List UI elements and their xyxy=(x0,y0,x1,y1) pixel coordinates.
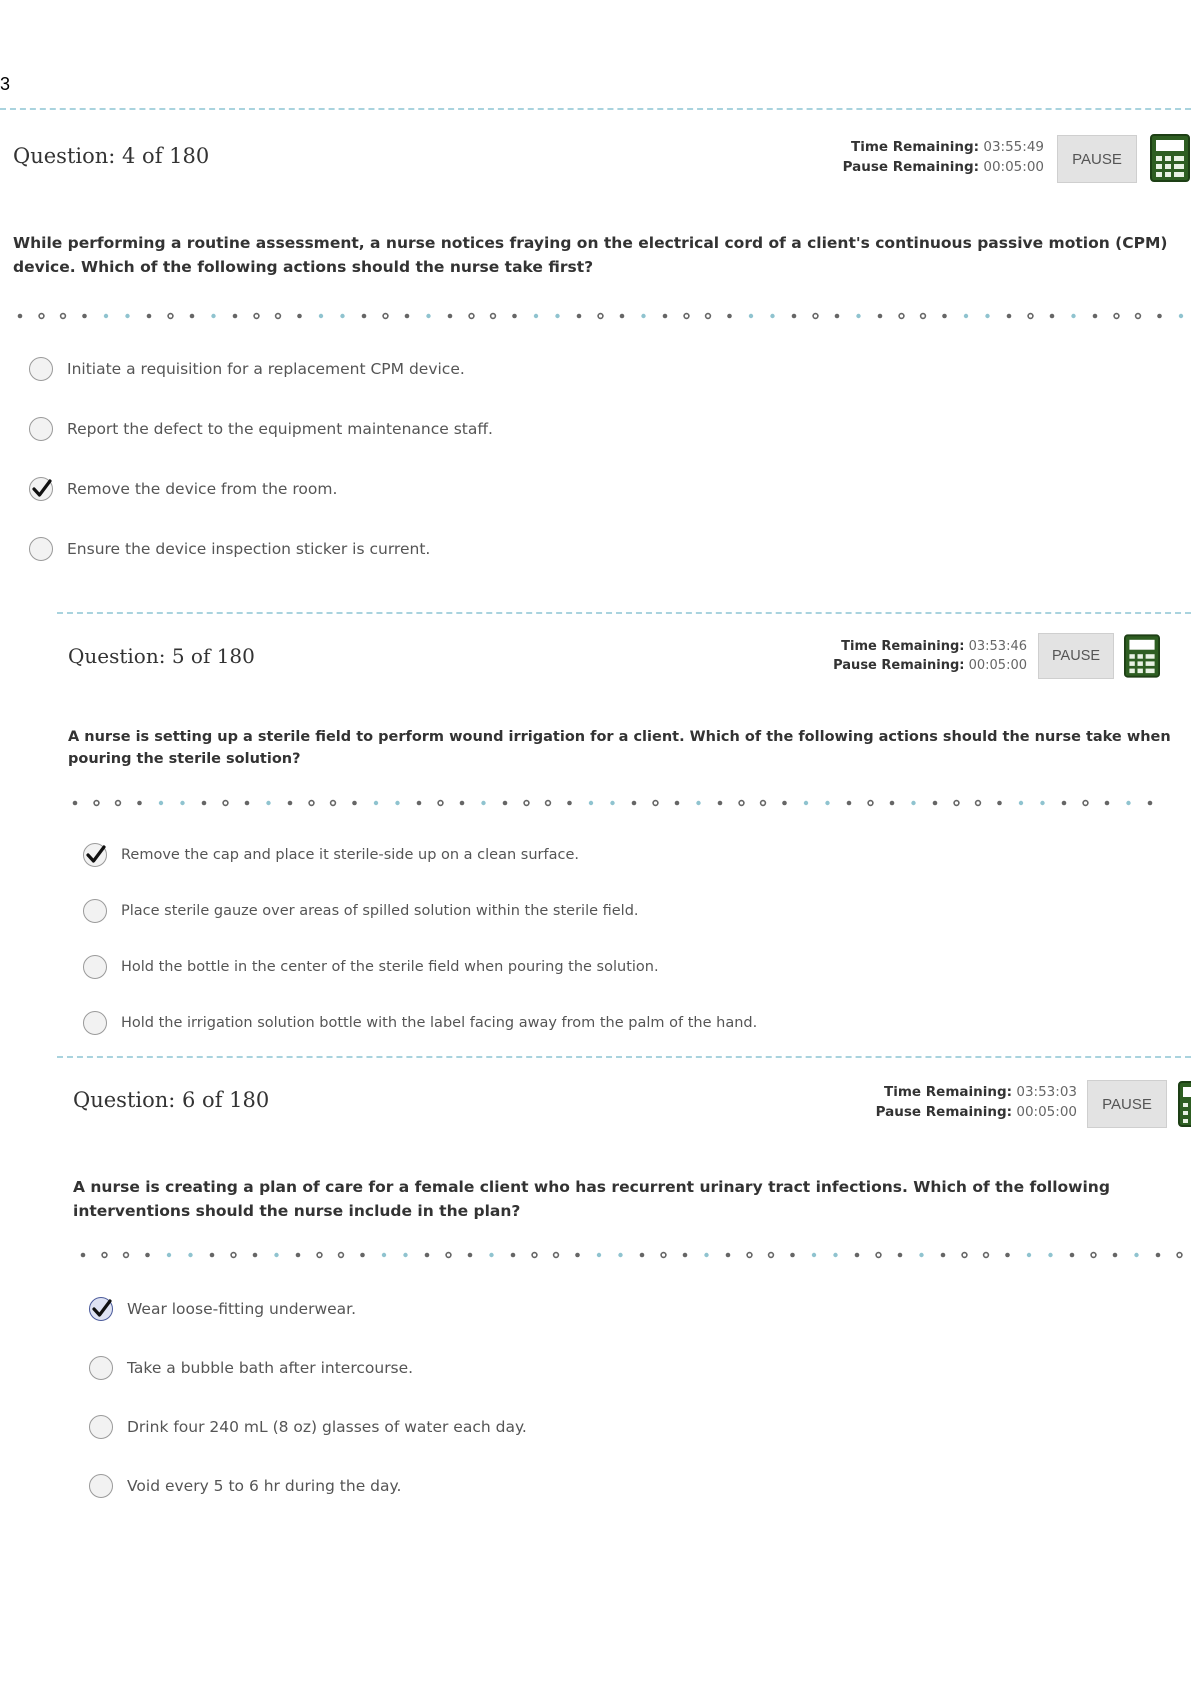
separator-dot xyxy=(18,314,23,319)
separator-dot xyxy=(374,801,378,805)
calculator-icon[interactable] xyxy=(1150,134,1190,182)
separator-dot xyxy=(403,1253,407,1257)
separator-dot xyxy=(739,801,744,806)
separator-dot xyxy=(102,1253,107,1258)
pause-remaining-value: 00:05:00 xyxy=(983,159,1044,175)
separator-dot xyxy=(460,801,465,806)
separator-dot xyxy=(598,314,603,319)
time-remaining-label: Time Remaining: xyxy=(841,639,965,654)
separator-dot xyxy=(964,314,968,318)
separator-dot xyxy=(1028,314,1033,319)
separator-dot xyxy=(706,314,711,319)
separator-dot xyxy=(446,1253,451,1258)
separator-dot xyxy=(1179,314,1183,318)
option-text: Ensure the device inspection sticker is current. xyxy=(67,540,431,558)
option-text: Hold the bottle in the center of the sterile field when pouring the solution. xyxy=(121,959,659,975)
separator-dot xyxy=(1177,1253,1182,1258)
separator-dot xyxy=(167,1253,171,1257)
answer-option[interactable] xyxy=(83,955,659,979)
separator-dot xyxy=(620,314,625,319)
separator-dot xyxy=(962,1253,967,1258)
separator-dot xyxy=(954,801,959,806)
separator-dot xyxy=(833,1253,837,1257)
separator-dot xyxy=(223,801,228,806)
question-stem: While performing a routine assessment, a nurse notices fraying on the electrical cord of a client's continuous passive motion (CPM) device. Which of the following actions should the nurse take first? xyxy=(13,234,1168,276)
separator-dot xyxy=(747,1253,752,1258)
separator-dot xyxy=(73,801,78,806)
separator-dot xyxy=(512,314,517,319)
separator-dot xyxy=(438,801,443,806)
option-text: Void every 5 to 6 hr during the day. xyxy=(127,1477,402,1495)
separator-dot xyxy=(898,1253,903,1258)
separator-dot xyxy=(448,314,453,319)
dotted-separator xyxy=(70,798,1160,808)
divider xyxy=(0,108,1191,110)
separator-dot xyxy=(383,314,388,319)
answer-option-selected[interactable] xyxy=(83,843,579,867)
separator-dot xyxy=(468,1253,473,1258)
separator-dot xyxy=(405,314,410,319)
separator-dot xyxy=(211,314,215,318)
separator-dot xyxy=(339,1253,344,1258)
separator-dot xyxy=(296,1253,301,1258)
separator-dot xyxy=(125,314,129,318)
check-icon xyxy=(89,1295,115,1321)
separator-dot xyxy=(532,1253,537,1258)
answer-option[interactable] xyxy=(83,1011,757,1035)
separator-dot xyxy=(1093,314,1098,319)
separator-dot xyxy=(825,801,829,805)
separator-dot xyxy=(190,314,195,319)
separator-dot xyxy=(847,801,852,806)
separator-dot xyxy=(997,801,1002,806)
separator-dot xyxy=(575,1253,580,1258)
timer-panel xyxy=(843,137,1044,177)
separator-dot xyxy=(210,1253,215,1258)
time-remaining-value: 03:53:46 xyxy=(968,639,1027,654)
separator-dot xyxy=(124,1253,129,1258)
timer-panel xyxy=(876,1082,1077,1122)
separator-dot xyxy=(331,801,336,806)
pause-button[interactable]: PAUSE xyxy=(1038,633,1114,679)
separator-dot xyxy=(876,1253,881,1258)
separator-dot xyxy=(1005,1253,1010,1258)
separator-dot xyxy=(868,801,873,806)
separator-dot xyxy=(1134,1253,1138,1257)
separator-dot xyxy=(503,801,508,806)
question-title: Question: 6 of 180 xyxy=(73,1088,270,1112)
calculator-icon[interactable] xyxy=(1178,1081,1191,1127)
separator-dot xyxy=(511,1253,516,1258)
radio-button-checked[interactable] xyxy=(29,477,53,501)
separator-dot xyxy=(288,801,293,806)
separator-dot xyxy=(82,314,87,319)
separator-dot xyxy=(231,1253,236,1258)
separator-dot xyxy=(417,801,422,806)
option-text: Take a bubble bath after intercourse. xyxy=(127,1359,414,1377)
question-title: Question: 5 of 180 xyxy=(68,644,255,668)
separator-dot xyxy=(749,314,753,318)
separator-dot xyxy=(202,801,207,806)
separator-dot xyxy=(718,801,723,806)
pause-remaining-value: 00:05:00 xyxy=(968,658,1027,673)
separator-dot xyxy=(39,314,44,319)
radio-button[interactable] xyxy=(29,417,53,441)
separator-dot xyxy=(812,1253,816,1257)
separator-dot xyxy=(116,801,121,806)
answer-option[interactable] xyxy=(83,899,639,923)
separator-dot xyxy=(145,1253,150,1258)
separator-dot xyxy=(524,801,529,806)
separator-dot xyxy=(319,314,323,318)
separator-dot xyxy=(835,314,840,319)
dotted-separator xyxy=(15,311,1185,321)
separator-dot xyxy=(577,314,582,319)
check-icon xyxy=(83,841,109,867)
separator-dot xyxy=(921,314,926,319)
separator-dot xyxy=(188,1253,192,1257)
separator-dot xyxy=(489,1253,493,1257)
separator-dot xyxy=(985,314,989,318)
question-stem: A nurse is setting up a sterile field to perform wound irrigation for a client. Which of the following actions should the nurse take when pouring the sterile solution? xyxy=(68,729,1171,767)
separator-dot xyxy=(1040,801,1044,805)
radio-button-checked[interactable] xyxy=(83,843,107,867)
calculator-icon[interactable] xyxy=(1124,633,1160,679)
separator-dot xyxy=(137,801,142,806)
separator-dot xyxy=(640,1253,645,1258)
separator-dot xyxy=(546,801,551,806)
question-title: Question: 4 of 180 xyxy=(13,144,210,168)
separator-dot xyxy=(276,314,281,319)
separator-dot xyxy=(792,314,797,319)
separator-dot xyxy=(984,1253,989,1258)
separator-dot xyxy=(245,801,250,806)
separator-dot xyxy=(254,314,259,319)
radio-button[interactable] xyxy=(83,899,107,923)
separator-dot xyxy=(266,801,270,805)
check-icon xyxy=(29,475,55,501)
separator-dot xyxy=(1091,1253,1096,1258)
separator-dot xyxy=(159,801,163,805)
separator-dot xyxy=(933,801,938,806)
separator-dot xyxy=(878,314,883,319)
question-stem: A nurse is creating a plan of care for a female client who has recurrent urinary tract infections. Which of the following interventions should the nurse include in the plan? xyxy=(73,1178,1110,1220)
answer-option[interactable] xyxy=(29,417,493,441)
separator-dot xyxy=(168,314,173,319)
separator-dot xyxy=(362,314,367,319)
separator-dot xyxy=(942,314,947,319)
divider xyxy=(57,612,1191,614)
separator-dot xyxy=(340,314,344,318)
option-text: Drink four 240 mL (8 oz) glasses of water each day. xyxy=(127,1418,527,1436)
separator-dot xyxy=(104,314,108,318)
separator-dot xyxy=(770,314,774,318)
separator-dot xyxy=(1062,801,1067,806)
answer-option[interactable] xyxy=(89,1415,527,1439)
separator-dot xyxy=(425,1253,430,1258)
separator-dot xyxy=(481,801,485,805)
separator-dot xyxy=(804,801,808,805)
separator-dot xyxy=(1136,314,1141,319)
separator-dot xyxy=(632,801,637,806)
time-remaining-label: Time Remaining: xyxy=(851,139,980,155)
separator-dot xyxy=(761,801,766,806)
separator-dot xyxy=(94,801,99,806)
option-text: Initiate a requisition for a replacement CPM device. xyxy=(67,360,465,378)
separator-dot xyxy=(1019,801,1023,805)
pause-remaining-value: 00:05:00 xyxy=(1016,1104,1077,1120)
separator-dot xyxy=(81,1253,86,1258)
separator-dot xyxy=(704,1253,708,1257)
separator-dot xyxy=(1126,801,1130,805)
answer-option[interactable] xyxy=(29,537,430,561)
separator-dot xyxy=(61,314,66,319)
separator-dot xyxy=(813,314,818,319)
separator-dot xyxy=(469,314,474,319)
separator-dot xyxy=(641,314,645,318)
separator-dot xyxy=(147,314,152,319)
radio-button[interactable] xyxy=(29,537,53,561)
option-text: Place sterile gauze over areas of spilled solution within the sterile field. xyxy=(121,903,639,919)
radio-button[interactable] xyxy=(29,357,53,381)
separator-dot xyxy=(727,314,732,319)
dotted-separator xyxy=(78,1250,1188,1260)
separator-dot xyxy=(684,314,689,319)
separator-dot xyxy=(769,1253,774,1258)
radio-button-checked[interactable] xyxy=(89,1297,113,1321)
separator-dot xyxy=(1070,1253,1075,1258)
separator-dot xyxy=(790,1253,795,1258)
separator-dot xyxy=(726,1253,731,1258)
separator-dot xyxy=(911,801,915,805)
radio-button[interactable] xyxy=(83,955,107,979)
separator-dot xyxy=(610,801,614,805)
separator-dot xyxy=(317,1253,322,1258)
separator-dot xyxy=(976,801,981,806)
option-text: Report the defect to the equipment maintenance staff. xyxy=(67,420,493,438)
separator-dot xyxy=(1114,314,1119,319)
pause-button[interactable]: PAUSE xyxy=(1087,1080,1167,1128)
separator-dot xyxy=(360,1253,365,1258)
separator-dot xyxy=(855,1253,860,1258)
time-remaining-value: 03:55:49 xyxy=(983,139,1044,155)
separator-dot xyxy=(1105,801,1110,806)
separator-dot xyxy=(899,314,904,319)
answer-option-selected[interactable] xyxy=(89,1297,356,1321)
page-number: 3 xyxy=(0,74,11,94)
separator-dot xyxy=(1048,1253,1052,1257)
pause-remaining-label: Pause Remaining: xyxy=(875,1104,1013,1120)
separator-dot xyxy=(1027,1253,1031,1257)
option-text: Remove the cap and place it sterile-side up on a clean surface. xyxy=(121,847,579,863)
separator-dot xyxy=(180,801,184,805)
answer-option[interactable] xyxy=(29,357,465,381)
separator-dot xyxy=(274,1253,278,1257)
separator-dot xyxy=(661,1253,666,1258)
separator-dot xyxy=(1083,801,1088,806)
separator-dot xyxy=(554,1253,559,1258)
option-text: Wear loose-fitting underwear. xyxy=(127,1300,357,1318)
answer-option[interactable] xyxy=(89,1356,413,1380)
divider xyxy=(57,1056,1191,1058)
option-text: Remove the device from the room. xyxy=(67,480,338,498)
separator-dot xyxy=(856,314,860,318)
separator-dot xyxy=(618,1253,622,1257)
radio-button[interactable] xyxy=(89,1356,113,1380)
separator-dot xyxy=(782,801,787,806)
separator-dot xyxy=(597,1253,601,1257)
separator-dot xyxy=(1007,314,1012,319)
separator-dot xyxy=(675,801,680,806)
separator-dot xyxy=(663,314,668,319)
answer-option[interactable] xyxy=(89,1474,401,1498)
separator-dot xyxy=(395,801,399,805)
radio-button[interactable] xyxy=(89,1415,113,1439)
separator-dot xyxy=(297,314,302,319)
separator-dot xyxy=(1071,314,1075,318)
separator-dot xyxy=(253,1253,258,1258)
separator-dot xyxy=(589,801,593,805)
pause-button[interactable]: PAUSE xyxy=(1057,135,1137,183)
separator-dot xyxy=(233,314,238,319)
separator-dot xyxy=(567,801,572,806)
separator-dot xyxy=(941,1253,946,1258)
time-remaining-label: Time Remaining: xyxy=(884,1084,1013,1100)
separator-dot xyxy=(555,314,559,318)
radio-button[interactable] xyxy=(83,1011,107,1035)
separator-dot xyxy=(534,314,538,318)
separator-dot xyxy=(426,314,430,318)
separator-dot xyxy=(1157,314,1162,319)
separator-dot xyxy=(683,1253,688,1258)
radio-button[interactable] xyxy=(89,1474,113,1498)
separator-dot xyxy=(653,801,658,806)
answer-option-selected[interactable] xyxy=(29,477,337,501)
option-text: Hold the irrigation solution bottle with the label facing away from the palm of the hand. xyxy=(121,1015,758,1031)
separator-dot xyxy=(1148,801,1153,806)
separator-dot xyxy=(1113,1253,1118,1258)
separator-dot xyxy=(1050,314,1055,319)
separator-dot xyxy=(382,1253,386,1257)
separator-dot xyxy=(491,314,496,319)
separator-dot xyxy=(1156,1253,1161,1258)
pause-remaining-label: Pause Remaining: xyxy=(842,159,980,175)
pause-remaining-label: Pause Remaining: xyxy=(833,658,965,673)
separator-dot xyxy=(352,801,357,806)
separator-dot xyxy=(890,801,895,806)
separator-dot xyxy=(919,1253,923,1257)
separator-dot xyxy=(696,801,700,805)
time-remaining-value: 03:53:03 xyxy=(1016,1084,1077,1100)
timer-panel xyxy=(833,637,1027,675)
separator-dot xyxy=(309,801,314,806)
